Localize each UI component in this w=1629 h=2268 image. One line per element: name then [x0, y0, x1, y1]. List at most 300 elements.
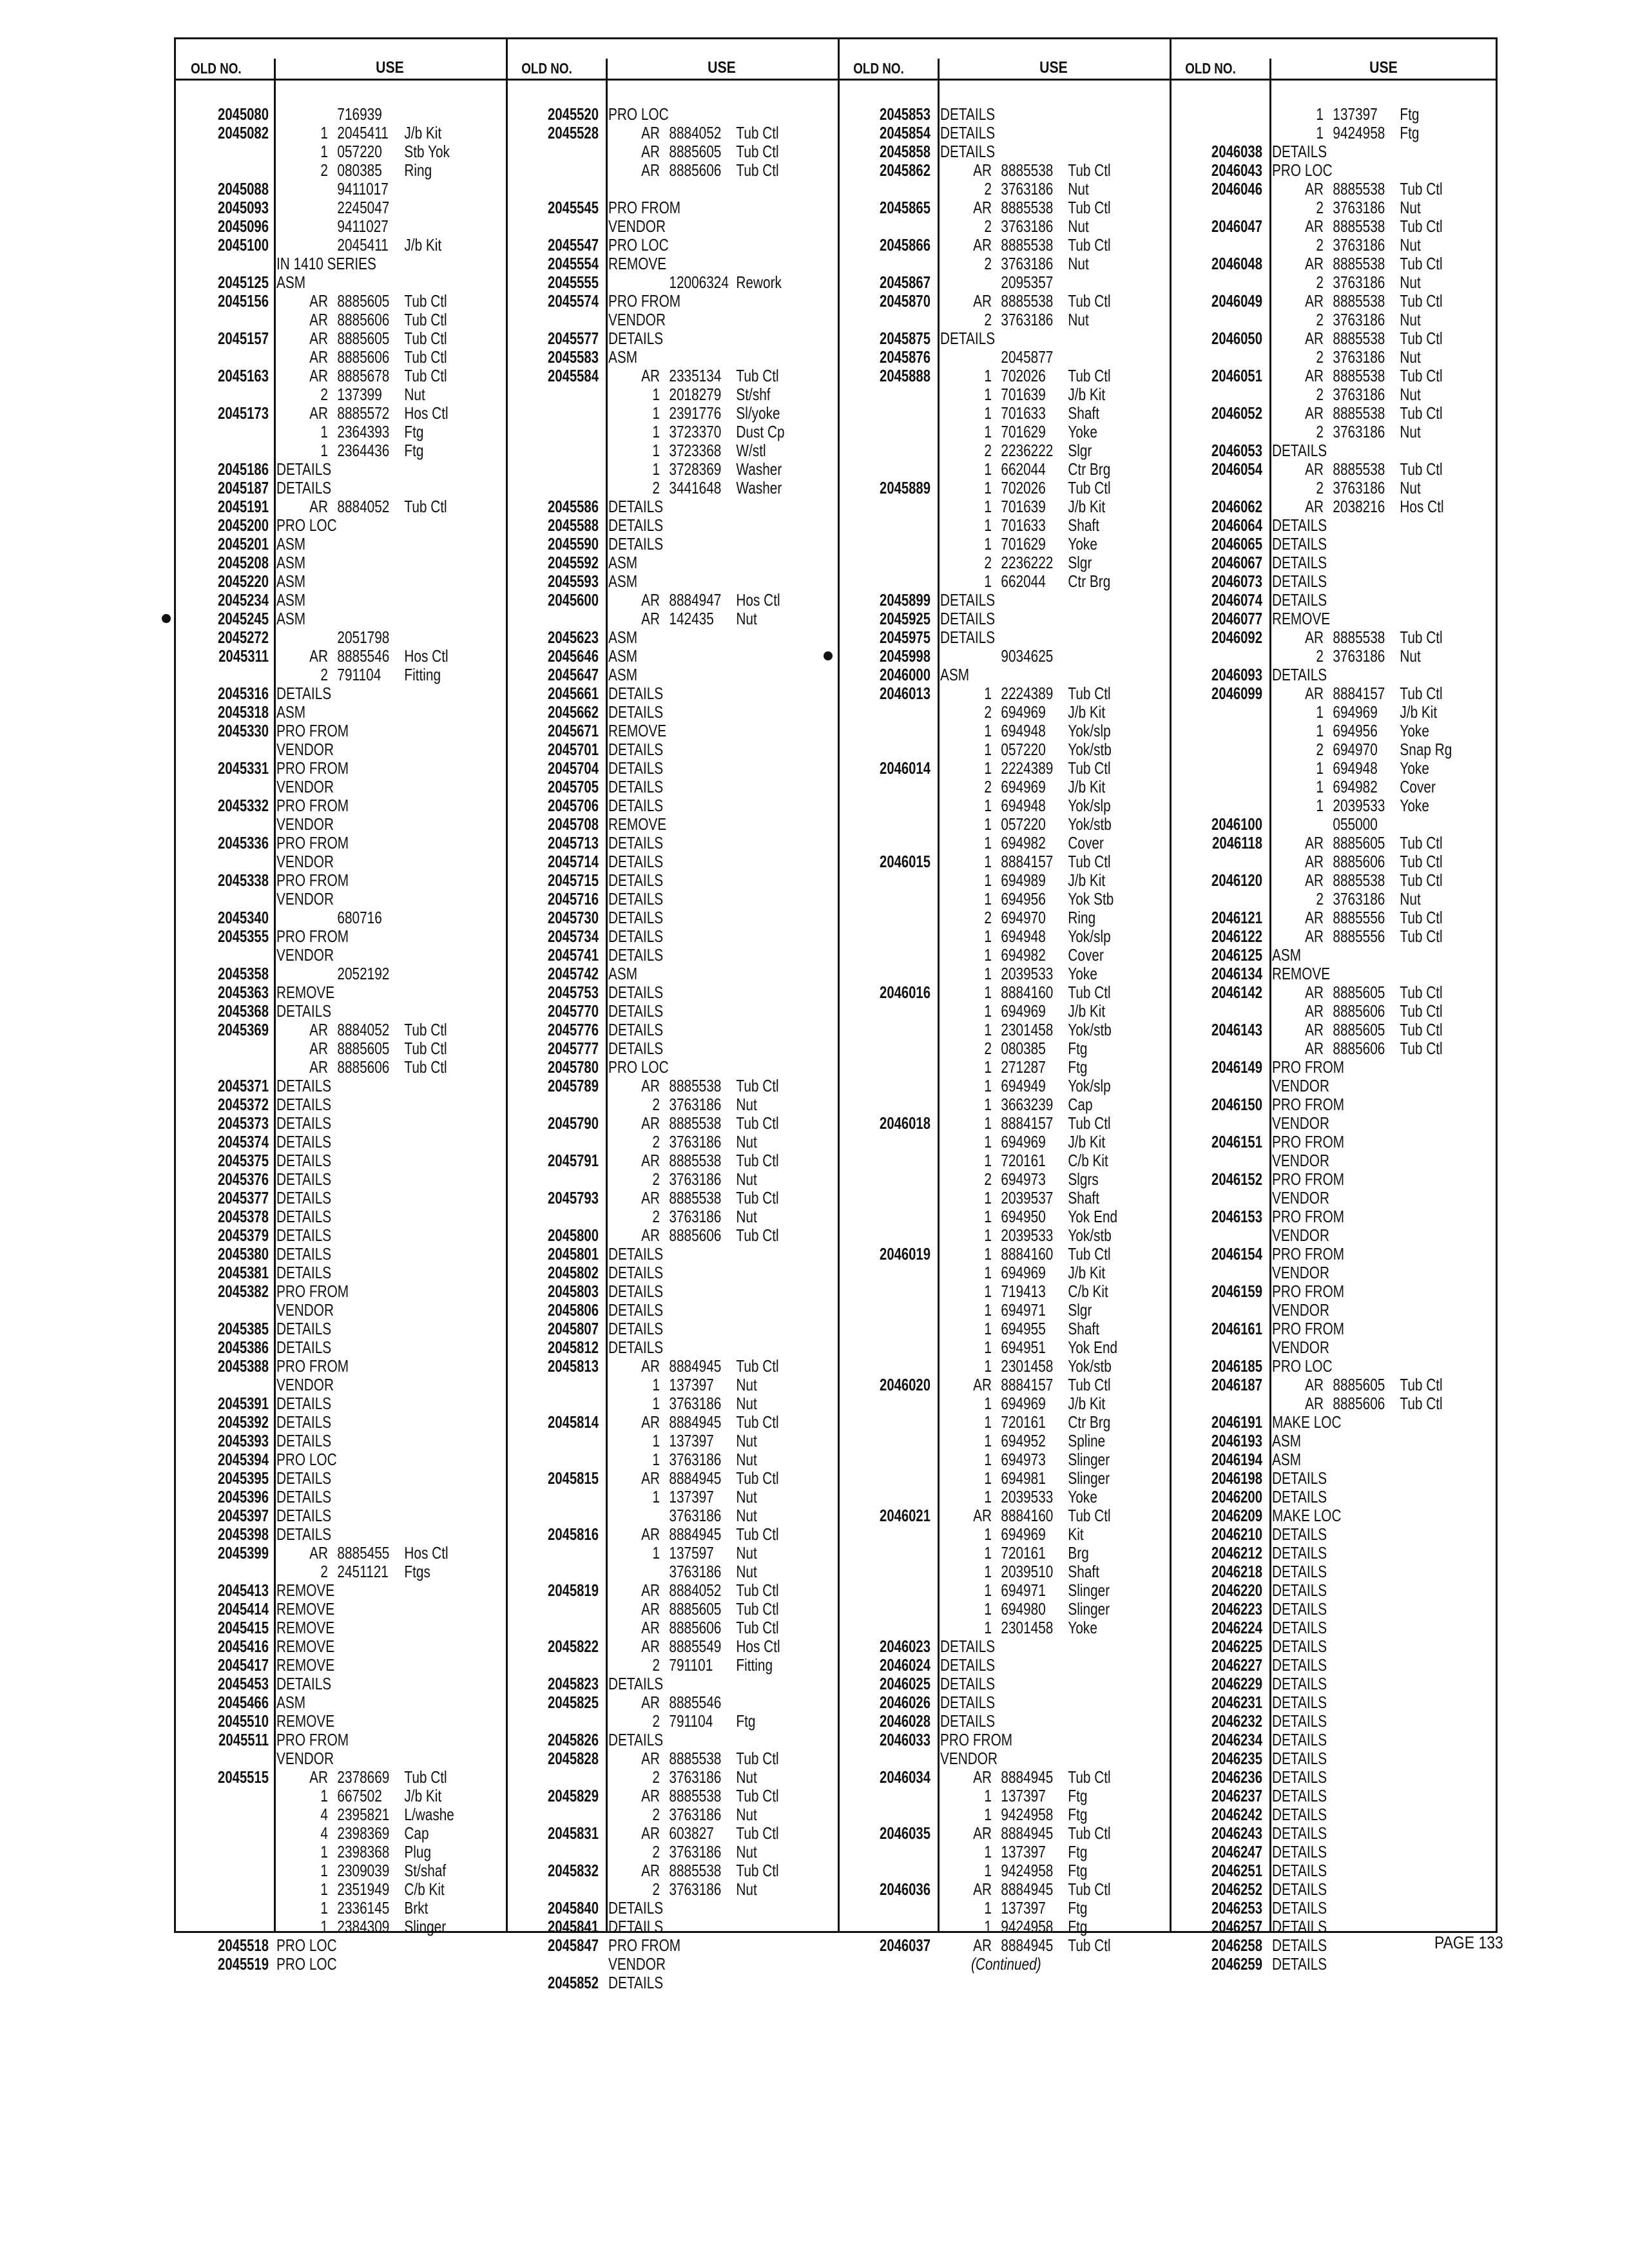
table-row: [838, 908, 1170, 927]
use-instruction: PRO FROM: [276, 833, 349, 852]
quantity: AR: [1305, 1394, 1324, 1413]
table-row: [176, 124, 506, 142]
quantity: AR: [641, 1076, 660, 1095]
old-number: 2045336: [218, 833, 269, 852]
table-row: [1170, 1282, 1498, 1301]
quantity: AR: [309, 329, 328, 348]
part-description: J/b Kit: [1068, 777, 1106, 796]
use-cell: [608, 1207, 757, 1226]
table-row: [1170, 553, 1498, 572]
use-cell: [608, 497, 663, 516]
table-row: [838, 1656, 1170, 1675]
part-number: 3728369: [669, 459, 722, 479]
use-instruction: PRO FROM: [1272, 1132, 1345, 1151]
use-cell: [608, 1917, 663, 1936]
part-number: 8885605: [337, 291, 390, 311]
table-row: [506, 236, 838, 255]
use-cell: [608, 684, 663, 703]
part-description: Yok End: [1068, 1207, 1118, 1226]
part-number: 3763186: [669, 1767, 722, 1787]
part-description: Tub Ctl: [736, 1786, 779, 1805]
use-instruction: DETAILS: [608, 833, 664, 852]
part-description: Nut: [736, 1431, 757, 1450]
use-cell: [276, 1114, 331, 1133]
table-row: [176, 516, 506, 535]
use-cell: [1272, 497, 1444, 516]
use-instruction: VENDOR: [608, 216, 666, 236]
use-cell: [608, 1114, 779, 1133]
quantity: 1: [320, 1842, 328, 1861]
part-description: Tub Ctl: [1068, 160, 1111, 180]
part-description: Tub Ctl: [736, 1581, 779, 1600]
table-row: [176, 1114, 506, 1133]
use-cell: [1272, 273, 1421, 292]
use-cell: [1272, 927, 1443, 946]
part-number: 694981: [1001, 1468, 1046, 1488]
use-cell: [608, 1581, 779, 1600]
use-cell: [276, 1787, 441, 1805]
table-row: [506, 124, 838, 142]
table-row: [838, 1282, 1170, 1301]
quantity: AR: [641, 1693, 660, 1712]
part-number: 3763186: [1333, 347, 1385, 367]
use-cell: [940, 908, 1095, 927]
use-cell: [1272, 1282, 1344, 1301]
part-description: Nut: [1400, 347, 1421, 367]
table-row: [838, 1861, 1170, 1880]
old-number: 2045714: [548, 852, 599, 871]
part-number: 3763186: [669, 1132, 722, 1151]
use-cell: [940, 236, 1111, 255]
part-number: 9411027: [337, 216, 389, 236]
use-cell: [608, 1226, 779, 1245]
old-number: 2045415: [218, 1618, 269, 1637]
use-cell: [1272, 572, 1327, 591]
part-number: 2395821: [337, 1805, 390, 1824]
old-number: 2046161: [1211, 1319, 1262, 1338]
table-row: [506, 1376, 838, 1394]
use-instruction: DETAILS: [276, 1151, 332, 1170]
table-row: [1170, 1114, 1498, 1133]
use-cell: [1272, 255, 1443, 273]
use-cell: [608, 460, 782, 479]
table-row: [176, 1955, 506, 1974]
use-cell: [1272, 1675, 1327, 1693]
old-number: 2045813: [548, 1356, 599, 1376]
use-cell: [276, 852, 334, 871]
table-row: [176, 1357, 506, 1376]
table-row: [838, 1245, 1170, 1264]
table-row: [838, 684, 1170, 703]
old-number: 2046118: [1212, 833, 1262, 852]
part-description: Tub Ctl: [1400, 1394, 1443, 1413]
use-cell: [940, 1376, 1111, 1394]
use-cell: [276, 1805, 454, 1824]
quantity: AR: [973, 1767, 992, 1787]
table-row: [506, 1768, 838, 1787]
part-description: Nut: [1068, 254, 1089, 273]
table-row: [176, 1675, 506, 1693]
old-number: 2046054: [1211, 459, 1262, 479]
part-number: 3763186: [1333, 385, 1385, 404]
table-row: [506, 1338, 838, 1357]
use-instruction: DETAILS: [276, 1169, 332, 1189]
use-cell: [276, 1394, 331, 1413]
old-number: 2045547: [548, 235, 599, 255]
part-description: Yoke: [1400, 796, 1429, 815]
part-description: Cap: [404, 1823, 429, 1843]
part-description: Yok/slp: [1068, 927, 1111, 946]
use-cell: [608, 628, 637, 647]
table-row: [176, 1562, 506, 1581]
use-instruction: DETAILS: [940, 1637, 996, 1656]
table-row: [506, 479, 838, 497]
quantity: 1: [652, 403, 660, 423]
use-cell: [608, 1787, 779, 1805]
use-cell: [1272, 1301, 1329, 1320]
part-number: 694969: [1001, 702, 1046, 722]
old-number: 2046243: [1211, 1823, 1262, 1843]
part-number: 8884945: [669, 1524, 722, 1544]
part-number: 3723370: [669, 422, 722, 441]
table-row: [838, 1619, 1170, 1637]
use-cell: [1272, 684, 1443, 703]
old-number: 2045802: [548, 1263, 599, 1282]
use-cell: [1272, 983, 1443, 1002]
table-row: [838, 1936, 1170, 1955]
use-instruction: DETAILS: [1272, 1861, 1327, 1880]
use-cell: [608, 423, 785, 441]
part-number: 8885606: [669, 1225, 722, 1245]
old-number: 2045888: [880, 366, 930, 385]
table-row: [176, 329, 506, 348]
table-row: [838, 404, 1170, 423]
quantity: AR: [973, 1375, 992, 1394]
quantity: 2: [984, 216, 992, 236]
old-number: 2046257: [1211, 1917, 1262, 1936]
old-number: 2045372: [218, 1095, 269, 1114]
use-instruction: ASM: [608, 572, 638, 591]
old-number: 2045220: [218, 572, 269, 591]
table-row: [176, 852, 506, 871]
old-number: 2045191: [218, 497, 269, 516]
table-row: [176, 1917, 506, 1936]
table-row: [176, 460, 506, 479]
table-row: [506, 1245, 838, 1264]
use-cell: [276, 1282, 349, 1301]
use-instruction: DETAILS: [1272, 1842, 1327, 1861]
table-row: [838, 1133, 1170, 1151]
table-row: [506, 965, 838, 983]
use-cell: [276, 1562, 430, 1581]
use-instruction: DETAILS: [1272, 553, 1327, 572]
quantity: 2: [652, 1207, 660, 1226]
use-instruction: DETAILS: [608, 870, 664, 890]
old-number: 2045417: [218, 1655, 269, 1675]
part-number: 8885556: [1333, 927, 1385, 946]
part-description: Yok/slp: [1068, 721, 1111, 740]
old-number: 2045803: [548, 1282, 599, 1301]
use-cell: [276, 1133, 331, 1151]
use-cell: [276, 535, 305, 553]
quantity: AR: [641, 1861, 660, 1880]
use-instruction: PRO FROM: [608, 291, 681, 311]
table-row: [838, 1506, 1170, 1525]
quantity: AR: [641, 1599, 660, 1619]
use-cell: [1272, 1861, 1327, 1880]
part-description: Tub Ctl: [1068, 1936, 1111, 1955]
part-number: 694969: [1001, 1132, 1046, 1151]
part-number: 694971: [1001, 1300, 1046, 1320]
part-number: 9424958: [1001, 1861, 1054, 1880]
quantity: 2: [984, 179, 992, 198]
use-cell: [940, 217, 1089, 236]
part-description: Ftg: [1068, 1786, 1088, 1805]
use-instruction: DETAILS: [1272, 1823, 1327, 1843]
part-number: 694951: [1001, 1338, 1046, 1357]
part-number: 2364436: [337, 441, 390, 460]
part-number: 701629: [1001, 534, 1046, 553]
quantity: 1: [1316, 123, 1324, 142]
use-cell: [940, 890, 1113, 908]
table-row: [506, 1600, 838, 1619]
old-number: 2046033: [880, 1730, 930, 1749]
table-row: [1170, 404, 1498, 423]
table-row: [1170, 647, 1498, 666]
part-number: 8885538: [1333, 870, 1385, 890]
part-description: Yok/slp: [1068, 1076, 1111, 1095]
old-number: 2046035: [880, 1823, 930, 1843]
use-cell: [608, 161, 779, 180]
old-number: 2046122: [1211, 927, 1262, 946]
table-row: [506, 815, 838, 834]
old-number: 2046018: [880, 1113, 930, 1133]
use-cell: [1272, 1170, 1344, 1189]
use-cell: [608, 273, 782, 292]
use-instruction: DETAILS: [940, 609, 996, 628]
table-row: [838, 1450, 1170, 1469]
part-number: 2398369: [337, 1823, 390, 1843]
part-number: 2039533: [1001, 1487, 1054, 1506]
use-instruction: DETAILS: [608, 1338, 664, 1357]
quantity: 2: [652, 1655, 660, 1675]
table-row: [1170, 1562, 1498, 1581]
quantity: 1: [984, 1431, 992, 1450]
table-row: [838, 647, 1170, 666]
use-cell: [608, 198, 680, 217]
use-instruction: DETAILS: [1272, 1954, 1327, 1974]
old-number: 2045393: [218, 1431, 269, 1450]
use-instruction: REMOVE: [608, 721, 667, 740]
table-row: [1170, 1095, 1498, 1114]
quantity: AR: [1305, 684, 1324, 703]
table-row: [1170, 740, 1498, 759]
part-number: 3763186: [669, 1842, 722, 1861]
quantity: 2: [652, 1805, 660, 1824]
table-row: [1170, 1151, 1498, 1170]
part-number: 8884945: [1001, 1879, 1054, 1899]
part-number: 8885538: [1001, 198, 1054, 217]
table-row: [1170, 236, 1498, 255]
quantity: 2: [1316, 347, 1324, 367]
table-row: [838, 1095, 1170, 1114]
table-row: [1170, 1675, 1498, 1693]
use-cell: [276, 908, 404, 927]
part-number: 8884945: [669, 1356, 722, 1376]
bullet-marker: [824, 651, 833, 660]
table-row: [506, 834, 838, 852]
use-instruction: PRO FROM: [276, 927, 349, 946]
old-number: 2046024: [880, 1655, 930, 1675]
old-number: 2045661: [548, 684, 599, 703]
part-description: Nut: [1400, 310, 1421, 329]
old-number: 2046016: [880, 983, 930, 1002]
old-number: 2045889: [880, 478, 930, 497]
use-instruction: PRO LOC: [276, 1954, 337, 1974]
table-row: [1170, 1432, 1498, 1450]
use-instruction: DETAILS: [940, 123, 996, 142]
quantity: 2: [320, 1562, 328, 1581]
use-instruction: DETAILS: [1272, 572, 1327, 591]
part-description: J/b Kit: [1068, 1394, 1106, 1413]
old-number: 2045780: [548, 1057, 599, 1077]
table-row: [838, 535, 1170, 553]
table-row: [838, 927, 1170, 946]
use-cell: [940, 1077, 1111, 1095]
quantity: 2: [652, 1879, 660, 1899]
old-number: 2045789: [548, 1076, 599, 1095]
quantity: 1: [984, 1207, 992, 1226]
part-description: Ring: [404, 160, 432, 180]
use-cell: [1272, 1095, 1344, 1114]
part-number: 694973: [1001, 1169, 1046, 1189]
part-description: Tub Ctl: [736, 1113, 779, 1133]
old-number: 2045713: [548, 833, 599, 852]
quantity: 2: [1316, 198, 1324, 217]
old-number: 2045555: [548, 273, 599, 292]
part-description: Plug: [404, 1842, 432, 1861]
use-cell: [276, 1843, 431, 1861]
quantity: 1: [984, 796, 992, 815]
use-cell: [608, 535, 663, 553]
use-cell: [940, 1488, 1097, 1506]
use-instruction: DETAILS: [276, 1095, 332, 1114]
part-number: 2039533: [1333, 796, 1385, 815]
use-instruction: DETAILS: [276, 1225, 332, 1245]
table-row: [1170, 1955, 1498, 1974]
table-row: [176, 1619, 506, 1637]
part-description: Tub Ctl: [736, 160, 779, 180]
use-instruction: DETAILS: [1272, 1487, 1327, 1506]
table-row: [176, 1413, 506, 1432]
use-cell: [276, 1506, 331, 1525]
use-instruction: PRO LOC: [1272, 160, 1333, 180]
use-instruction: DETAILS: [1272, 665, 1327, 684]
use-cell: [940, 1170, 1099, 1189]
table-row: [1170, 217, 1498, 236]
use-instruction: VENDOR: [276, 945, 334, 965]
quantity: 1: [984, 385, 992, 404]
table-row: [506, 1077, 838, 1095]
use-instruction: IN 1410 SERIES: [276, 254, 376, 273]
old-number: 2046067: [1211, 553, 1262, 572]
old-number: 2045823: [548, 1674, 599, 1693]
part-number: 2045877: [1001, 347, 1054, 367]
use-cell: [940, 610, 995, 628]
table-row: [176, 1394, 506, 1413]
table-row: [838, 1488, 1170, 1506]
use-cell: [608, 1749, 779, 1768]
use-cell: [1272, 740, 1452, 759]
table-column-2: [506, 39, 838, 1992]
use-cell: [276, 890, 334, 908]
use-cell: [1272, 1787, 1327, 1805]
old-number: 2045379: [218, 1225, 269, 1245]
table-row: [1170, 198, 1498, 217]
part-description: Tub Ctl: [736, 1188, 779, 1207]
old-number: 2045386: [218, 1338, 269, 1357]
part-description: Tub Ctl: [736, 1412, 779, 1432]
table-row: [838, 1600, 1170, 1619]
use-cell: [940, 1805, 1087, 1824]
use-instruction: PRO FROM: [1272, 1319, 1345, 1338]
table-row: [506, 1974, 838, 1992]
use-cell: [276, 1469, 331, 1488]
use-cell: [1272, 441, 1327, 460]
part-number: 3763186: [1001, 310, 1054, 329]
part-description: Tub Ctl: [1068, 1506, 1111, 1525]
table-row: [176, 815, 506, 834]
use-cell: [940, 180, 1089, 198]
use-cell: [940, 684, 1111, 703]
use-cell: [1272, 1805, 1327, 1824]
part-description: J/b Kit: [404, 123, 442, 142]
part-description: Ftg: [1068, 1842, 1088, 1861]
table-row: [506, 591, 838, 610]
part-description: Slinger: [1068, 1450, 1110, 1469]
use-cell: [276, 1095, 331, 1114]
use-cell: [1272, 217, 1443, 236]
table-row: [838, 1469, 1170, 1488]
quantity: 1: [1316, 796, 1324, 815]
table-row: [176, 1338, 506, 1357]
old-number: 2045592: [548, 553, 599, 572]
use-instruction: PRO FROM: [1272, 1244, 1345, 1264]
use-instruction: REMOVE: [276, 1581, 335, 1600]
use-cell: [276, 965, 404, 983]
use-instruction: DETAILS: [1272, 1674, 1327, 1693]
part-description: Yok/slp: [1068, 796, 1111, 815]
quantity: 1: [984, 1263, 992, 1282]
use-cell: [608, 722, 666, 740]
old-number: 2046154: [1211, 1244, 1262, 1264]
use-cell: [276, 1357, 349, 1376]
table-row: [838, 815, 1170, 834]
table-row: [1170, 628, 1498, 647]
part-number: 2236222: [1001, 553, 1054, 572]
part-number: 8885538: [1333, 459, 1385, 479]
quantity: 1: [1316, 777, 1324, 796]
table-row: [506, 1189, 838, 1207]
old-number: 2045825: [548, 1693, 599, 1712]
part-description: Hos Ctl: [404, 403, 448, 423]
use-cell: [608, 1619, 779, 1637]
old-number: 2046225: [1211, 1637, 1262, 1656]
table-row: [1170, 1880, 1498, 1899]
table-row: [176, 927, 506, 946]
old-number: 2045776: [548, 1020, 599, 1039]
table-row: [506, 1824, 838, 1843]
